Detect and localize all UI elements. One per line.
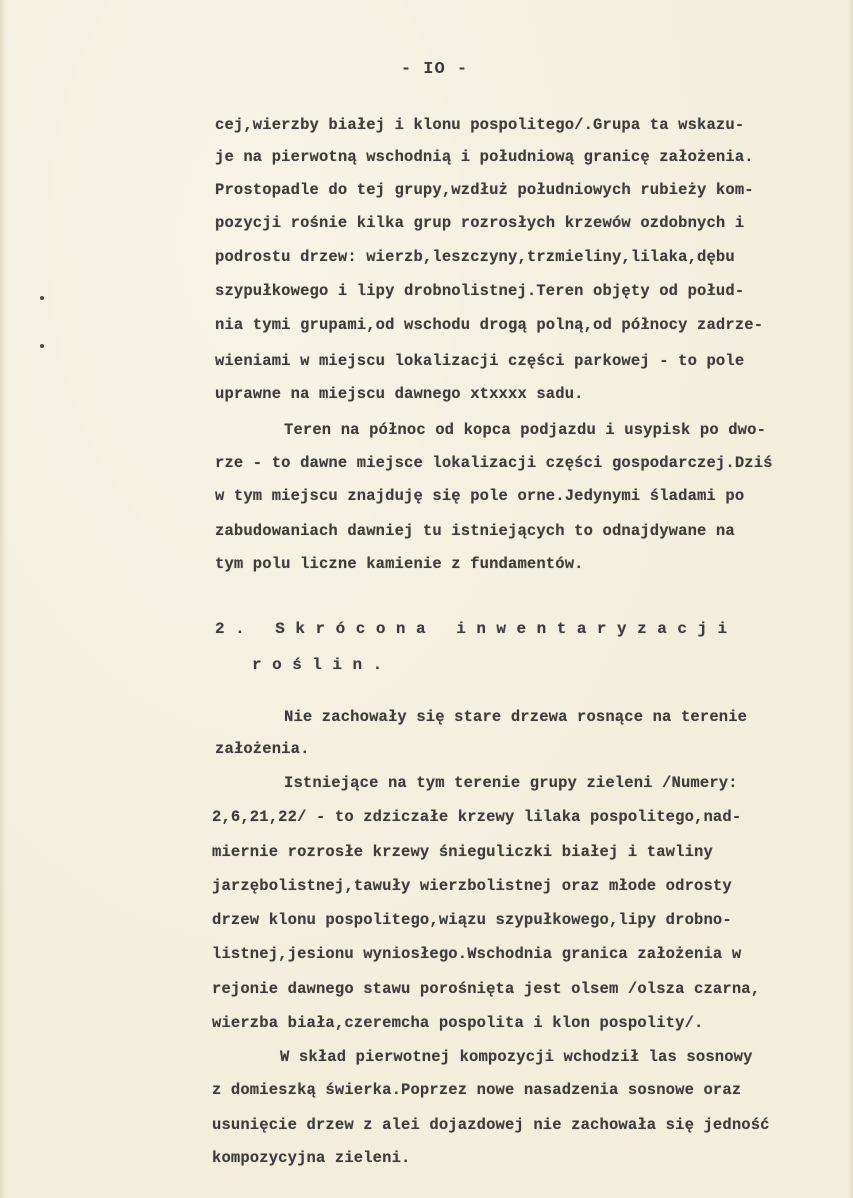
text-line: kompozycyjna zieleni. <box>212 1149 411 1167</box>
text-line: rze - to dawne miejsce lokalizacji części gospodarczej.Dziś <box>215 454 773 472</box>
text-line: szypułkowego i lipy drobnolistnej.Teren objęty od połud- <box>215 282 745 300</box>
section-heading-line-1: 2. Skrócona inwentaryzacji <box>215 620 738 638</box>
margin-mark <box>40 296 44 300</box>
text-line: drzew klonu pospolitego,wiązu szypułkowego,lipy drobno- <box>212 911 732 929</box>
text-line: z domieszką świerka.Poprzez nowe nasadzenia sosnowe oraz <box>212 1081 742 1099</box>
text-line: zabudowaniach dawniej tu istniejących to odnajdywane na <box>215 522 735 540</box>
text-line: listnej,jesionu wyniosłego.Wschodnia granica założenia w <box>212 945 742 963</box>
text-line: miernie rozrosłe krzewy śnieguliczki białej i tawliny <box>212 843 713 861</box>
text-line: Teren na północ od kopca podjazdu i usypisk po dwo- <box>284 421 767 439</box>
text-line: je na pierwotną wschodnią i południową granicę założenia. <box>215 148 754 166</box>
text-line: w tym miejscu znajduję się pole orne.Jedynymi śladami po <box>215 487 745 505</box>
text-line: uprawne na miejscu dawnego xtxxxx sadu. <box>215 385 584 403</box>
text-line: podrostu drzew: wierzb,leszczyny,trzmieliny,lilaka,dębu <box>215 248 735 266</box>
page-edge-right <box>847 0 853 1198</box>
margin-mark <box>40 344 44 348</box>
text-line: 2,6,21,22/ - to zdziczałe krzewy lilaka pospolitego,nad- <box>212 808 742 826</box>
text-line: Istniejące na tym terenie grupy zieleni /Numery: <box>284 774 738 792</box>
text-line: wierzba biała,czeremcha pospolita i klon pospolity/. <box>212 1014 704 1032</box>
text-line: jarzębolistnej,tawuły wierzbolistnej oraz młode odrosty <box>212 877 732 895</box>
text-line: Nie zachowały się stare drzewa rosnące na terenie <box>284 708 748 726</box>
text-line: założenia. <box>215 740 310 758</box>
text-line: rejonie dawnego stawu porośnięta jest olsem /olsza czarna, <box>212 980 761 998</box>
section-heading-line-2: roślin. <box>252 656 393 674</box>
text-line: tym polu liczne kamienie z fundamentów. <box>215 555 584 573</box>
text-line: Prostopadle do tej grupy,wzdłuż południowych rubieży kom- <box>215 181 754 199</box>
page-number: - IO - <box>400 60 469 79</box>
text-line: pozycji rośnie kilka grup rozrosłych krzewów ozdobnych i <box>215 214 745 232</box>
text-line: usunięcie drzew z alei dojazdowej nie zachowała się jedność <box>212 1116 770 1134</box>
text-line: W skład pierwotnej kompozycji wchodził las sosnowy <box>280 1048 753 1066</box>
text-line: cej,wierzby białej i klonu pospolitego/.Grupa ta wskazu- <box>215 116 745 134</box>
page-edge-left <box>0 0 6 1198</box>
text-line: wieniami w miejscu lokalizacji części parkowej - to pole <box>215 352 745 370</box>
text-line: nia tymi grupami,od wschodu drogą polną,od północy zadrze- <box>215 316 764 334</box>
